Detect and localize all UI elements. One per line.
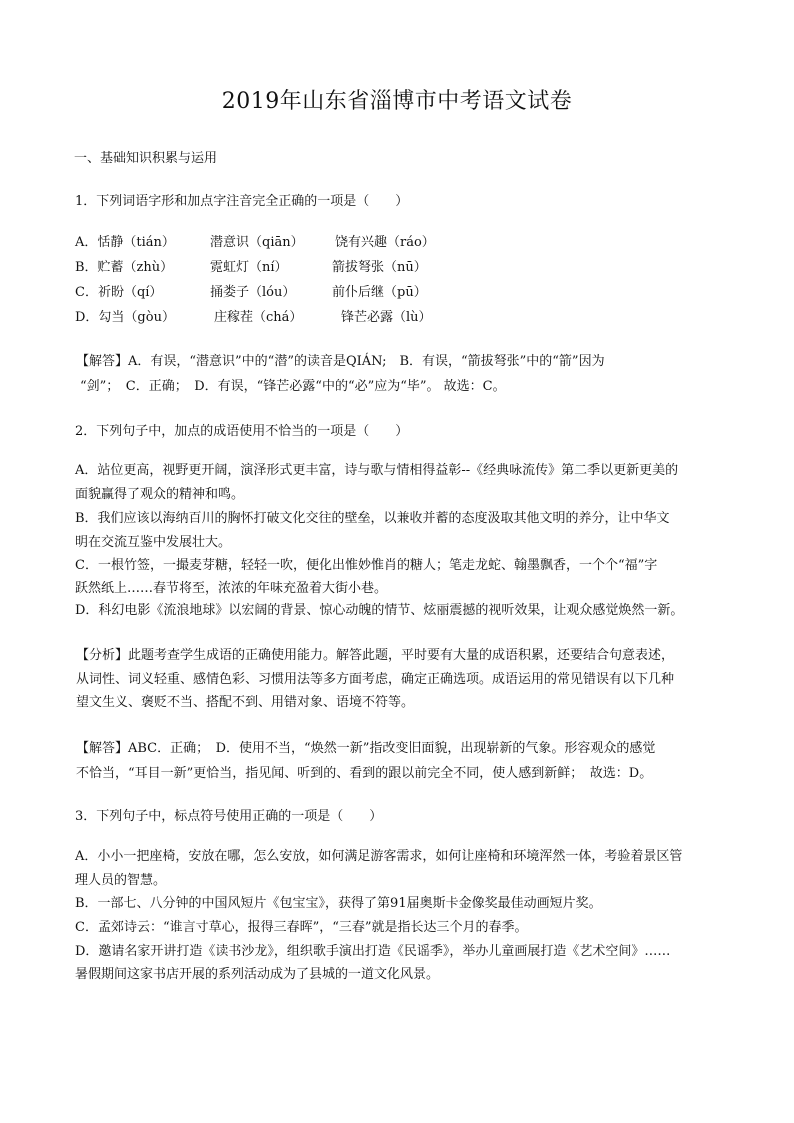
q2-analysis-line-3: 望文生义、褒贬不当、搭配不到、用错对象、语境不符等。	[76, 695, 415, 710]
section-heading: 一、基础知识积累与运用	[74, 151, 218, 166]
question-3-stem: 3．下列句子中，标点符号使用正确的一项是（ ）	[75, 809, 383, 824]
q2-option-a-line-2: 面貌赢得了观众的精神和鸣。	[75, 487, 245, 502]
q1-option-b-word1: B．贮蓄（zhù）	[75, 260, 174, 275]
q3-option-b: B．一部七、八分钟的中国风短片《包宝宝》，获得了第91届奥斯卡金像奖最佳动画短片奖。	[75, 896, 602, 911]
q1-option-a-word3: 饶有兴趣（ráo）	[335, 235, 435, 250]
q3-option-c: C．孟郊诗云：“谁言寸草心，报得三春晖”，“三春”就是指长达三个月的春季。	[75, 920, 528, 935]
q2-analysis-line-1: 【分析】此题考查学生成语的正确使用能力。解答此题，平时要有大量的成语积累，还要结合句意表述，	[76, 648, 675, 663]
q2-option-c-line-2: 跃然纸上……春节将至，浓浓的年味充盈着大街小巷。	[75, 581, 388, 596]
q3-option-a-line-1: A．小小一把座椅，安放在哪，怎么安放，如何满足游客需求，如何让座椅和环境浑然一体，考验着景区管	[75, 849, 683, 864]
q2-answer-line-1: 【解答】ABC．正确； D．使用不当，“焕然一新”指改变旧面貌，出现崭新的气象。形容观众的感觉	[76, 741, 656, 756]
q2-option-d-line-1: D．科幻电影《流浪地球》以宏阔的背景、惊心动魄的情节、炫丽震撼的视听效果，让观众感觉焕然一新。	[75, 603, 684, 618]
page-title: 2019年山东省淄博市中考语文试卷	[221, 89, 573, 114]
q2-answer-line-2: 不恰当，“耳目一新”更恰当，指见闻、听到的、看到的跟以前完全不同，使人感到新鲜； 故选：D。	[76, 766, 653, 781]
q1-option-c-word3: 前仆后继（pū）	[332, 285, 427, 300]
question-1-stem: 1．下列词语字形和加点字注音完全正确的一项是（ ）	[75, 194, 409, 209]
q1-option-a-word2: 潜意识（qiān）	[210, 235, 304, 250]
q1-option-c-word2: 捅娄子（lóu）	[210, 285, 296, 300]
q1-option-d-word2: 庄稼茬（chá）	[214, 310, 303, 325]
q1-option-a	[75, 234, 475, 252]
q1-option-a-word1: A．恬静（tián）	[75, 235, 175, 250]
q2-option-b-line-2: 明在交流互鉴中发展壮大。	[75, 535, 232, 550]
q2-option-a-line-1: A．站位更高，视野更开阔，演泽形式更丰富，诗与歌与情相得益彰--《经典咏流传》第二季以更新更美的	[75, 463, 679, 478]
q2-option-c-line-1: C．一根竹签，一撮麦芽糖，轻轻一吹，便化出惟妙惟肖的糖人；笔走龙蛇、翰墨飘香，一个个“福”字	[75, 558, 658, 573]
q1-option-c	[75, 284, 475, 302]
q1-option-b-word3: 箭拔弩张（nū）	[332, 260, 427, 275]
q1-option-d-word1: D．勾当（gòu）	[75, 310, 175, 325]
q2-analysis-line-2: 从词性、词义轻重、感情色彩、习惯用法等多方面考虑，确定正确选项。成语运用的常见错误有以下几种	[76, 672, 675, 687]
q3-option-d-line-1: D．邀请名家开讲打造《读书沙龙》，组织歌手演出打造《民谣季》，举办儿童画展打造《艺术空间》……	[75, 944, 671, 959]
q1-option-d	[75, 309, 475, 327]
question-2-stem: 2．下列句子中，加点的成语使用不恰当的一项是（ ）	[75, 424, 409, 439]
q1-option-b	[75, 259, 475, 277]
q3-option-a-line-2: 理人员的智慧。	[75, 873, 167, 888]
q1-option-d-word3: 锋芒必露（lù）	[341, 310, 432, 325]
q3-option-d-line-2: 暑假期间这家书店开展的系列活动成为了县城的一道文化风景。	[75, 967, 440, 982]
q1-answer-line-2: “剑”； C．正确； D．有误，“锋芒必露“中的“必”应为“毕”。 故选：C。	[80, 379, 506, 394]
q2-option-b-line-1: B．我们应该以海纳百川的胸怀打破文化交往的壁垒，以兼收并蓄的态度汲取其他文明的养分，让中华文	[75, 511, 670, 526]
q1-option-c-word1: C．祈盼（qí）	[75, 285, 163, 300]
q1-option-b-word2: 霓虹灯（ní）	[210, 260, 288, 275]
q1-answer-line-1: 【解答】A．有误，“潜意识”中的“潜”的读音是QIÁN; B．有误，“箭拔弩张”中的“箭”因为	[76, 354, 605, 369]
